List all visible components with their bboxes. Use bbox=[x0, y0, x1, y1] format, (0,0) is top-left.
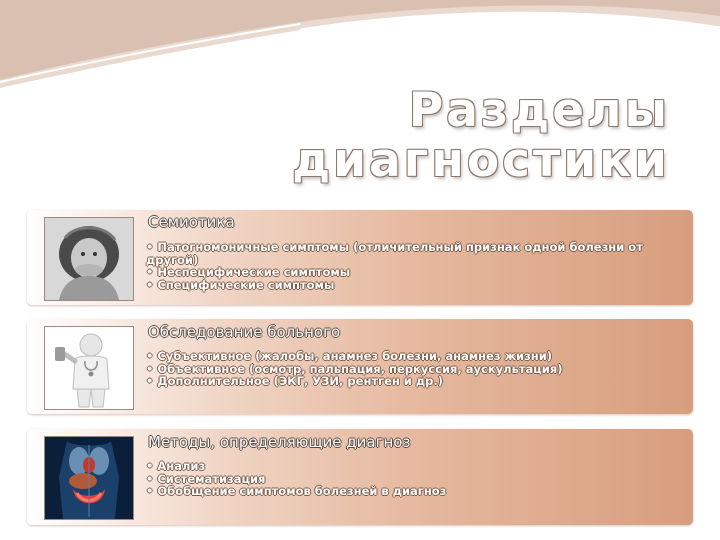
slide-title-line1: Разделы bbox=[408, 83, 670, 138]
slide-title-line2: диагностики bbox=[292, 133, 670, 188]
list-item: • Обобщение симптомов болезней в диагноз bbox=[146, 485, 666, 498]
child-portrait-image bbox=[44, 217, 134, 301]
list-item: • Субъективное (жалобы, анамнез болезни, анамнез жизни) bbox=[146, 350, 666, 363]
list-item: • Анализ bbox=[146, 460, 666, 473]
section-list bbox=[146, 350, 666, 388]
list-item: • Дополнительное (ЭКГ, УЗИ, рентген и др.) bbox=[146, 375, 666, 388]
list-item: • Объективное (осмотр, пальпация, перкуссия, аускультация) bbox=[146, 363, 666, 376]
section-title: Методы, определяющие диагноз bbox=[148, 433, 411, 451]
section-title: Семиотика bbox=[148, 213, 235, 231]
slide-title bbox=[250, 83, 670, 188]
section-title: Обследование больного bbox=[148, 323, 341, 341]
doctor-figure-image bbox=[44, 326, 134, 410]
section-list bbox=[146, 460, 666, 498]
list-item: • Систематизация bbox=[146, 473, 666, 486]
list-item: • Неспецифические симптомы bbox=[146, 266, 666, 279]
list-item: • Патогномоничные симптомы (отличительный признак одной болезни от другой) bbox=[146, 241, 666, 266]
list-item: • Специфические симптомы bbox=[146, 279, 666, 292]
anatomy-organs-image bbox=[44, 436, 134, 520]
decorative-swoosh bbox=[0, 0, 720, 90]
section-list bbox=[146, 241, 666, 291]
